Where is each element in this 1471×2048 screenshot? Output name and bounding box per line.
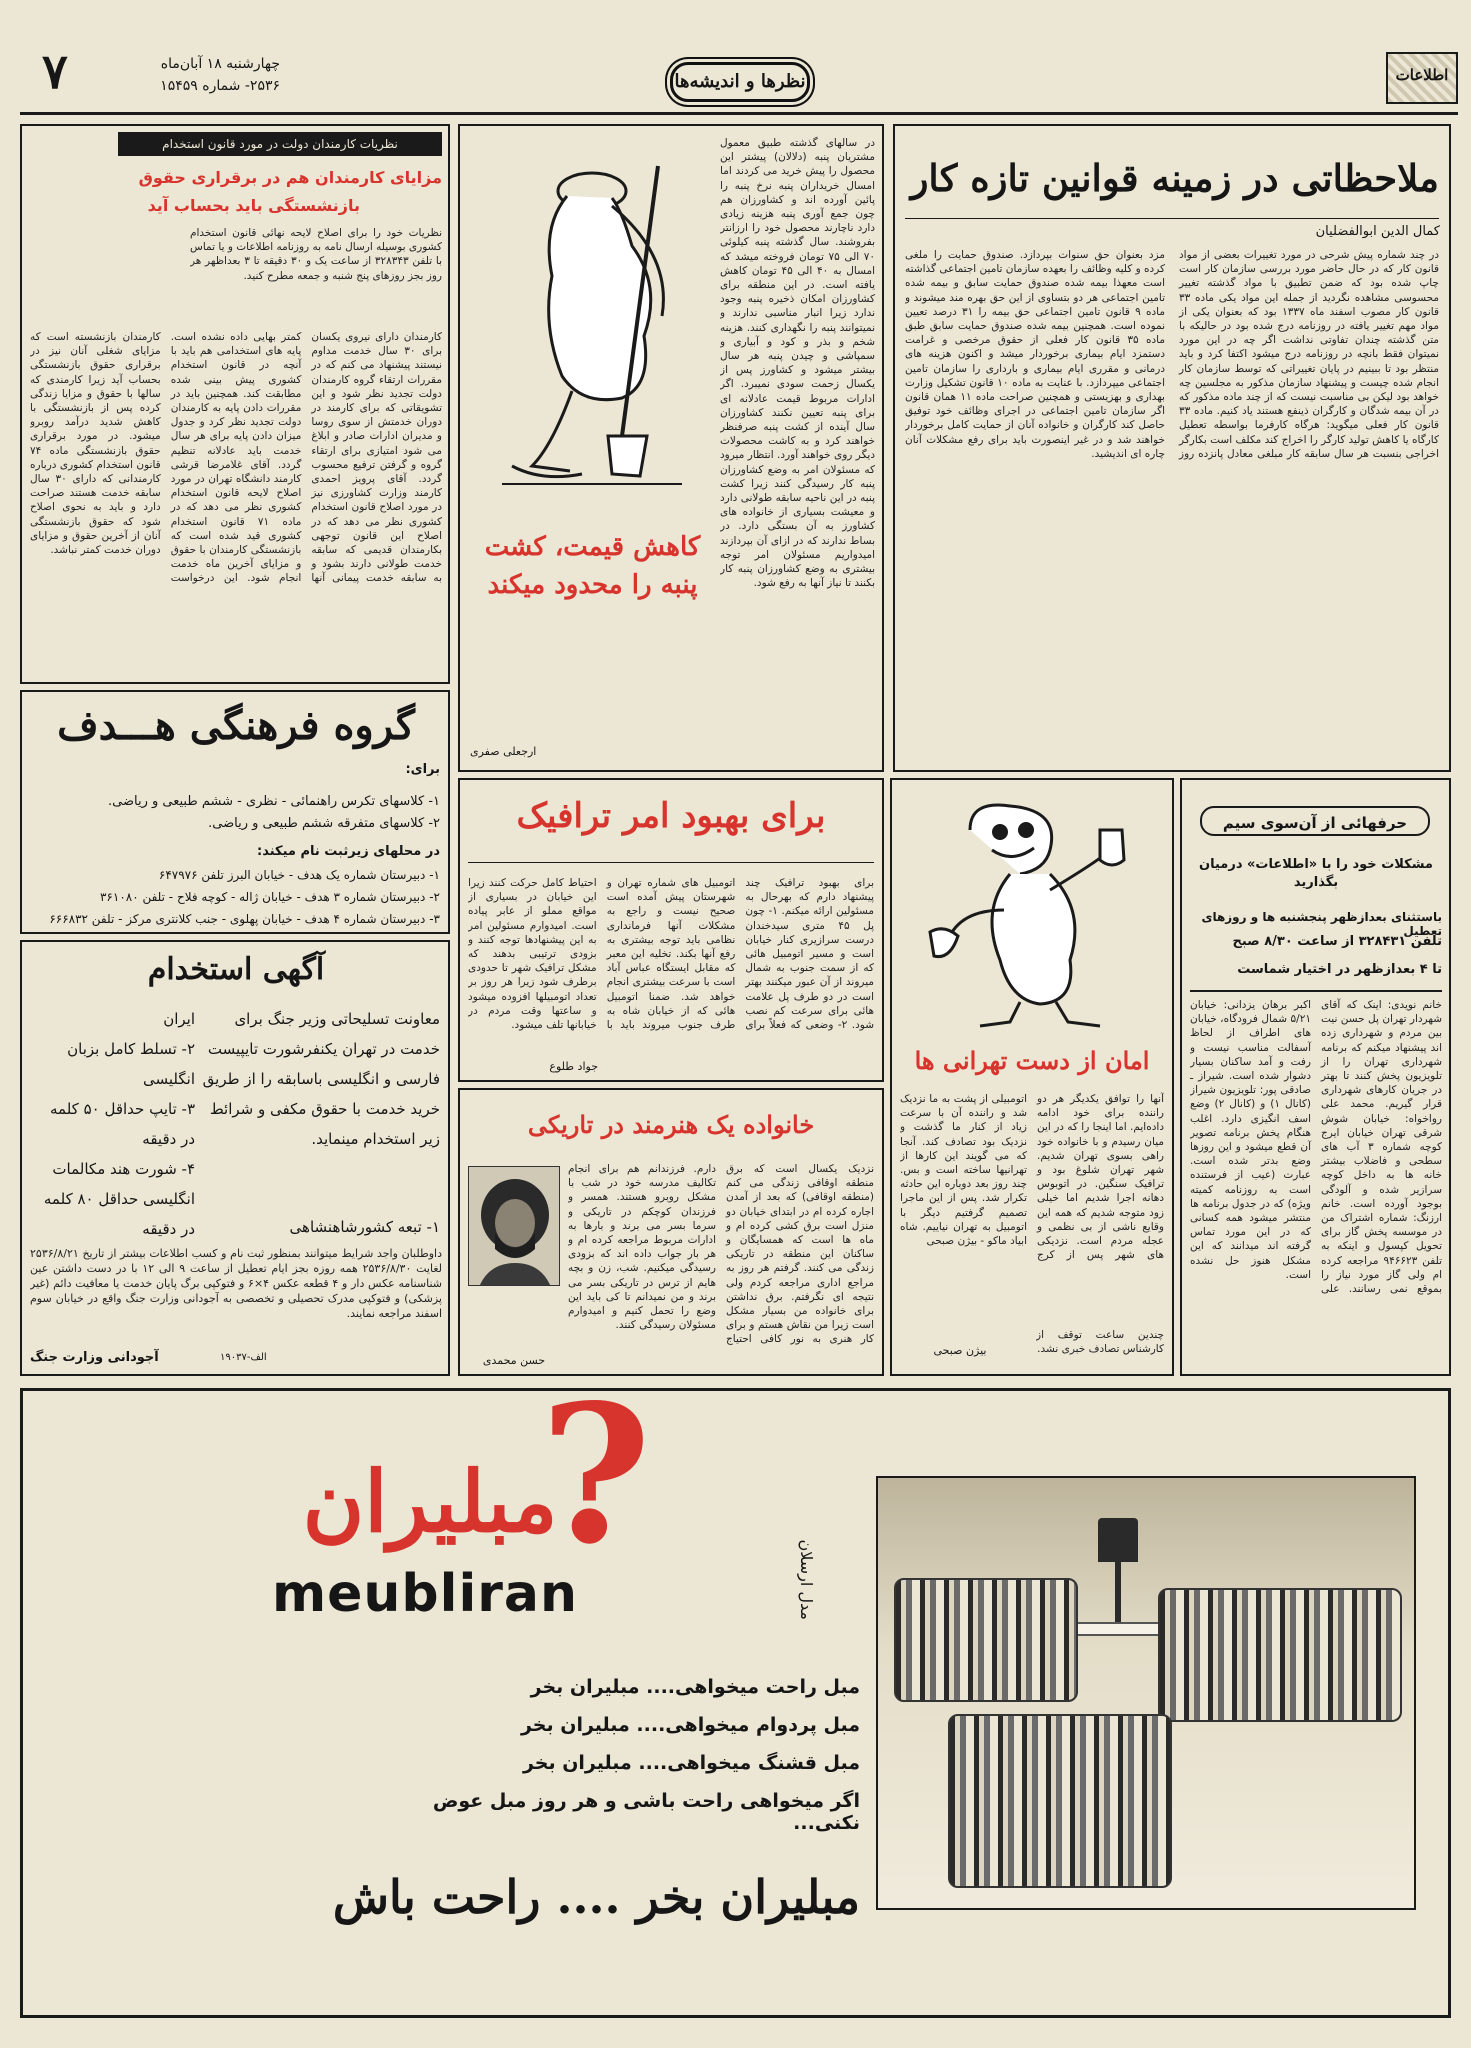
ad-hiring-req-7: در دقیقه xyxy=(142,1220,195,1238)
ad-hiring-req-6: انگلیسی حداقل ۸۰ کلمه xyxy=(43,1190,195,1208)
ad-hiring-req-4: در دقیقه xyxy=(142,1130,195,1148)
portrait-icon xyxy=(469,1167,560,1286)
ad-hadaf-schools-label: در محلهای زیرثبت نام میکند: xyxy=(257,844,440,859)
readers-box-phone-2: تا ۴ بعدازظهر در اختیار شماست xyxy=(1237,962,1442,977)
article-labor-title-rule xyxy=(905,218,1439,219)
ad-meubliran-line-2: مبل پردوام میخواهی.... مبلیران بخر xyxy=(520,1714,860,1736)
readers-box-body: خانم نویدی: اینک که آقای شهردار تهران پل حسن نیت بین مردم و شهرداری زده اند پیشنهاد میکنم که برنامه شهرداری تهران را از تلویزیون پخش کنند تا بهتر در جریان کارهای شهرداری قرار گیریم. محمد علی رواخواه: خیابان شوش شرقی تهران خیابان ایرج کوچه شماره ۳ آب های سطحی و فاضلاب بیشتر خانه ها به داخل کوچه سرازیر شده و آلودگی بوجود آورده است. خانم ارزنگ: شماره اشتراک من در موسسه پخش گاز برای تحویل کپسول و اینکه به تلفن ۹۴۶۶۲۳ مراجعه کرده ام ولی گاز مورد نیاز را بموقع نمی رسانند. علی اکبر برهان یزدانی: خیابان ۵/۲۱ شمال فرودگاه، خیابان های اطراف از لحاظ آسفالت مناسب نیست و رفت و آمد ساکنان بسیار دشوار شده است. شیراز ـ صادقی پور: تلویزیون شیراز (کانال ۱) و (کانال ۲) وضع اسف انگیزی دارد. اغلب هنگام پخش برنامه تصویر آن قطع میشود و این روزها وضع بدتر شده است. عبارت (عیب از فرستنده است به روزنامه کمیته ویژه) که در جدول برنامه ها منتشر میشود همه کسانی که در این مورد تماس گرفته اند میدانند که این مشکل هنوز حل نشده است. xyxy=(1190,999,1442,1296)
article-traffic-title: برای بهبود امر ترافیک xyxy=(516,796,826,836)
article-traffic-title-rule xyxy=(468,862,874,863)
ad-meubliran-line-3: مبل قشنگ میخواهی.... مبلیران بخر xyxy=(522,1752,860,1774)
page-number: ۷ xyxy=(42,44,68,100)
article-tehran-author: بیژن صبحی xyxy=(933,1344,987,1357)
readers-box-phone-1: تلفن ۳۲۸۴۳۱ از ساعت ۸/۳۰ صبح xyxy=(1232,934,1442,949)
ad-hiring-intro: معاونت تسلیحاتی وزیر جنگ برای خدمت در تهران یکنفرشورت تایپیست فارسی و انگلیسی باسابقه را از طریق خرید خدمت با حقوق مکفی و شرائط زیر استخدام مینماید. xyxy=(202,1010,440,1148)
article-art-photo xyxy=(468,1166,560,1286)
sofa-left xyxy=(894,1578,1078,1702)
masthead-logo-text: اطلاعات xyxy=(1395,66,1449,84)
article-labor-title: ملاحظاتی در زمینه قوانین تازه کار xyxy=(910,156,1439,200)
article-art-title: خانواده یک هنرمند در تاریکی xyxy=(527,1110,815,1139)
ad-hiring-req-2: ۲- تسلط کامل بزبان انگلیسی xyxy=(67,1040,195,1088)
monster-cartoon-icon xyxy=(900,790,1164,1040)
ad-meubliran-side-label: مدل ارسلان xyxy=(797,1539,816,1620)
article-art-author: حسن محمدی xyxy=(482,1354,546,1367)
article-labor-body: در چند شماره پیش شرحی در مورد تغییرات بعضی از مواد قانون کار که در حال حاضر مورد بررسی سازمان کار است چاپ شده بود که ضمن تطبیق با مواد گذشته تغییر محسوسی مشاهده نگردید از جمله این مواد یکی ماده ۳۳ قانون کار مصوب اسفند ماه ۱۳۳۷ بود که بعنوان یکی از مواد مهم تغییر یافته در روزنامه درج شده بود در حالیکه با متن گذشته چندان تفاوتی نداشت اگر چه در این مورد نمیتوان فقط بانچه در روزنامه درج میشود اکتفا کرد و باید منتظر بود تا ببینیم در پایان تغییراتی که توسط سازمان کار انجام شده چیست و پیشنهاد سازمان مذکور به مجلسین چه خواهد بود لیکن بی مناسبت نیست که از چند ماده مذکور که در آن بیمه شدگان و کارگران ذینفع هستند یاد کنیم. ماده ۳۳ قانون کار فعلی میگوید: هرگاه کارفرما بواسطه تعطیل کارگاه یا کاهش تولید کارگر را اخراج کند مکلف است بکارگر اخراجی بنسبت هر سال سابقه کار مبلغی معادل پانزده روز مزد بعنوان حق سنوات بپردازد. صندوق حمایت را ملغی کرده و کلیه وظائف را بعهده سازمان تامین اجتماعی گذاشته است معهذا بیمه شده صندوق حمایت سابق و بیمه شده تامین اجتماعی هر دو بتساوی از این حق بهره مند میشوند و ماده ۹ قانون تامین اجتماعی حق بیمه را ۳۱ درصد تعیین نموده است. همچنین بیمه شده صندوق حمایت سابق طبق ماده ۳۵ قانون کار فعلی از حقوق مرخصی و غرامت دستمزد ایام بیماری برخوردار میشد و اکنون هزینه های درمانی و مقرری ایام بیماری و بارداری را سازمان تامین اجتماعی میپردازد. با عنایت به ماده ۱۰ قانون تشکیل وزارت بهداری و بهزیستی و همچنین صراحت ماده ۱۱ همان قانون اگر سازمان تامین اجتماعی در اجرای وظائف خود توفیق حاصل کند کارگران و خانواده آنان از حمایت کامل برخوردار خواهند شد و در غیر اینصورت باید برای رفع مشکلات آنان چاره ای اندیشید. xyxy=(905,249,1439,460)
issue-line: ۲۵۳۶- شماره ۱۵۴۵۹ xyxy=(160,78,280,94)
article-traffic-body: برای بهبود ترافیک چند پیشنهاد دارم که بهرحال به مسئولین ارائه میکنم. ۱- چون پل ۴۵ متری سیدخندان درست سرازیری کنار خیابان است و مسیر اتومبیل هائی که از سمت جنوب به شمال میروند از آن عبور میکنند بهتر است در دو طرف پل علامت هائی برای سرعت کم نصب شود. ۲- وضعی که فعلاً برای اتومبیل های شماره تهران و شهرستان پیش آمده است صحیح نیست و راجع به مشکلات آنها فرمانداری نظامی باید توجه بیشتری به رفع آنها بکند. تخلیه این معبر که مقابل ایستگاه عباس آباد است با سرعت بیشتری انجام خواهد شد. ضمنا اتومبیل هائی که از خیابان شاه به طرف جنوب میروند باید با احتیاط کامل حرکت کنند زیرا این خیابان در بسیاری از مواقع مملو از عابر پیاده است. امیدوارم مسئولین امر به این پیشنهادها توجه کنند و بزودی ترتیبی بدهند که مشکل ترافیک شهر تا حدودی برطرف شود زیرا هر روز بر تعداد اتومبیلها افزوده میشود و ساعتها وقت مردم در خیابانها تلف میشود. xyxy=(468,877,874,1032)
ad-hadaf-school-3: ۳- دبیرستان شماره ۴ هدف - خیابان پهلوی - جنب کلانتری مرکز - تلفن ۶۶۶۸۳۲ xyxy=(49,912,440,926)
article-employees-intro: نظریات خود را برای اصلاح لایحه نهائی قانون استخدام کشوری بوسیله ارسال نامه به روزنامه اطلاعات و یا تماس با تلفن ۳۲۸۳۴۳ از ساعت یک و ۳۰ دقیقه تا ۳ بعداظهر هر روز بجز روزهای پنج شنبه و جمعه مطرح کنید. xyxy=(190,227,442,282)
ad-hadaf-item-1: ۱- کلاسهای تکرس راهنمائی - نظری - ششم طبیعی و ریاضی. xyxy=(108,794,440,809)
article-labor-author: کمال الدین ابوالفضلیان xyxy=(1315,224,1440,239)
article-traffic-author: جواد طلوع xyxy=(549,1060,598,1073)
ad-hadaf-item-2: ۲- کلاسهای متفرقه ششم طبیعی و ریاضی. xyxy=(208,816,440,831)
ad-meubliran-line-1: مبل راحت میخواهی.... مبلیران بخر xyxy=(530,1676,860,1698)
sofa-right xyxy=(1158,1588,1402,1722)
ad-meubliran-question-mark: ? xyxy=(540,1363,652,1586)
ad-hiring-sign: آجودانی وزارت جنگ xyxy=(30,1350,159,1365)
section-title: نظرها و اندیشه‌ها xyxy=(674,71,806,92)
armchair-front xyxy=(948,1714,1172,1888)
header-rule xyxy=(20,112,1458,115)
readers-box-subtitle: مشکلات خود را با «اطلاعات» درمیان بگذارید xyxy=(1199,857,1433,890)
ad-hiring-footer: داوطلبان واجد شرایط میتوانند بمنظور ثبت نام و کسب اطلاعات بیشتر از تاریخ ۲۵۳۶/۸/۲۱ لغایت ۲۵۳۶/۸/۳۰ همه روزه بجز ایام تعطیل از ساعت ۹ الی ۱۲ با در دست داشتن عین شناسنامه عکس دار و ۴ قطعه عکس ۴×۶ و فتوکپی برگ پایان خدمت یا معافیت دائم (غیر پزشکی) و فتوکپی مدرک تحصیلی و تخصصی به آجودانی وزارت جنگ واقع در خیابان سوم اسفند مراجعه نمایند. xyxy=(30,1247,442,1320)
ad-hiring-req-left xyxy=(30,1004,195,1244)
section-title-box xyxy=(670,62,810,102)
ad-hadaf-school-1: ۱- دبیرستان شماره یک هدف - خیابان البرز تلفن ۶۴۷۹۷۶ xyxy=(158,868,440,882)
ad-meubliran-photo xyxy=(876,1476,1416,1910)
article-employees-title-1: مزایای کارمندان هم در برقراری حقوق xyxy=(138,168,442,187)
article-employees-body: کارمندان دارای نیروی یکسان برای ۳۰ سال خدمت مداوم نیستند پیشنهاد می کنم که در مقررات ارتقاء گروه کارمندان دولت تجدید نظر شود و این تشویقاتی که برای کارمند در دوران خدمتش از سوی روسا و مدیران ادارات صادر و ابلاغ می شود امتیازی برای ارتقاء گروه و گرفتن ترفیع محسوب گردد. آقای پرویز احمدی کارمند وزارت کشاورزی نیز در مورد اصلاح قانون استخدام کشوری نظر می دهد که در اصلاح این قانون توجهی بکارمندان قدیمی که سابقه خدمت طولانی دارند بشود و به سابقه خدمت پیمانی آنها کمتر بهایی داده نشده است. پایه های استخدامی هم باید با آنچه در قانون استخدام کشوری پیش بینی شده مطابقت کند. همچنین باید در مقررات دادن پایه به کارمندان دولت تجدید نظر کرد و جدول میزان دادن پایه برای هر سال خدمت باید عادلانه تنظیم گردد. آقای غلامرضا قرشی کارمند دانشگاه تهران در مورد اصلاح لایحه قانون استخدام کشوری نظر می دهد که در ماده ۷۱ قانون استخدام کشوری قید شده است که بازنشستگی کارمندان با حقوق و مزایای آخرین ماه خدمت انجام شود. این درخواست کارمندان بازنشسته است که مزایای شغلی آنان نیز در برقراری حقوق بازنشستگی بحساب آید زیرا کارمندی که سالها با حقوق و مزایا زندگی کرده پس از بازنشستگی با کاهش شدید درآمد روبرو میشود. در مورد برقراری حقوق بازنشستگی ماده ۷۴ قانون استخدام کشوری درباره کارمندانی که دارای ۳۰ سال سابقه خدمت هستند صراحت دارد و باید به نحوی اصلاح شود که حقوق بازنشستگی آنان از آخرین حقوق و مزایای دوران خدمت کمتر نباشد. xyxy=(30,331,442,585)
article-art-body: نزدیک یکسال است که برق منطقه اوقافی زندگی می کنم (منطقه اوقافی) که بعد از آمدن اجاره کرده ام در ابتدای خیابان دو منزل است برق کشی کرده ام و ماه ها است که همسایگان و ساکنان این منطقه در تاریکی زندگی می کنند. گرفتم هر روز به مراجع اداری مراجعه کردم ولی نتیجه ای نگرفتم. برق نداشتن برای خانواده من بسیار مشکل است زیرا من نقاش هستم و برای کار هنری به نور کافی احتیاج دارم. فرزندانم هم برای انجام تکالیف مدرسه خود در شب با مشکل روبرو هستند. همسر و فرزندان کوچکم در تاریکی و سرما بسر می برند و بارها به ادارات مربوط مراجعه کرده ام و هر بار جواب داده اند که بزودی رسیدگی میکنیم. شب، زن و بچه هایم از ترس در تاریکی بسر می برند و من نمیدانم تا کی باید این وضع را تحمل کنیم و امیدوارم مسئولان رسیدگی کنند. xyxy=(568,1163,874,1346)
readers-box-hours: باستثنای بعدازظهر پنجشنبه ها و روزهای تعطیل xyxy=(1201,910,1442,938)
man-digging-icon xyxy=(472,136,712,526)
article-cotton-title-1: کاهش قیمت، کشت xyxy=(484,532,701,562)
ad-meubliran-line-4: اگر میخواهی راحت باشی و هر روز مبل عوض نکنی... xyxy=(432,1790,860,1834)
article-employees-title-2: بازنشستگی باید بحساب آید xyxy=(147,196,360,215)
article-cotton-illustration xyxy=(472,136,712,526)
article-cotton-title-2: پنبه را محدود میکند xyxy=(487,570,698,600)
article-cotton-author: ارجعلی صفری xyxy=(470,745,537,758)
article-cotton-body: در سالهای گذشته طبیق معمول مشتریان پنبه (دلالان) پیشتر این محصول را پیش خرید می کردند اما امسال خریداران پنبه نرخ پنبه را پائین آورده اند و کشاورزان هم چون جمع آوری پنبه هزینه زیادی دارد ناچارند محصول خود را ارزانتر بفروشند. سال گذشته پنبه کیلوئی ۷۰ الی ۷۵ تومان فروخته میشد که امسال به ۴۰ الی ۴۵ تومان کاهش یافته است. در این منطقه برای کشاورزان امکان ذخیره پنبه وجود ندارد زیرا انبار مناسبی ندارند و نمیتوانند پنبه را نگهداری کنند. هزینه شخم و بذر و کود و آبیاری و سمپاشی و چیدن پنبه هر سال بیشتر میشود و کشاورز پس از یکسال زحمت سودی نمیبرد. اگر ادارات مربوط قیمت عادلانه ای برای پنبه تعیین نکنند کشاورزان سال آینده از کشت پنبه صرفنظر خواهند کرد و به کاشت محصولات دیگر روی خواهند آورد. انتظار میرود که مسئولان امر به وضع کشاورزان پنبه کار رسیدگی کنند زیرا کشت پنبه در این ناحیه سابقه طولانی دارد و معیشت بسیاری از خانواده های کشاورز به آن بستگی دارد. در بساط ندارند که در ازای آن بپردازند امیدواریم مسئولان امر توجه بیشتری به وضع کشاورزان پنبه کار بکنند تا نیاز آنها به رفع شود. xyxy=(720,137,875,590)
ad-hadaf-school-2: ۲- دبیرستان شماره ۳ هدف - خیابان ژاله - کوچه فلاح - تلفن ۳۶۱۰۸۰ xyxy=(99,890,440,904)
article-employees-kicker: نظریات کارمندان دولت در مورد قانون استخدام xyxy=(118,132,442,156)
ad-hadaf-for: برای: xyxy=(405,762,440,777)
ad-hiring-req-3: ۳- تایپ حداقل ۵۰ کلمه xyxy=(50,1100,195,1118)
lamp-icon xyxy=(1098,1518,1138,1562)
ad-hadaf-title: گروه فرهنگی هـــدف xyxy=(57,702,415,749)
ad-hiring-code: الف-۱۹۰۳۷ xyxy=(220,1352,267,1363)
article-tehran-body: آنها را توافق یکدیگر هر دو راننده برای خود ادامه داده‌ایم. اما اینجا را که در این میان رسیدم و با خانواده خود راهی بسوی تهران شدیم. شهر تهران شلوغ بود و ترافیک سنگین. در اتوبوس دهانه اجرا شدیم اما خیلی زود متوجه شدیم که همه این وقایع ناشی از بی نظمی و عجله مردم است. نزدیکی های شهر پس از کرج اتومبیلی از پشت به ما نزدیک شد و راننده آن با سرعت زیاد از کنار ما گذشت و نزدیک بود تصادف کند. آنجا که می گویند این کارها از تهرانیها ساخته است و بس. چند روز بعد دوباره این حادثه تکرار شد. پس از این ماجرا تصمیم گرفتیم دیگر با اتومبیل به تهران نیاییم. شاه ابیاد ماکو - بیژن صبحی xyxy=(900,1093,1164,1262)
ad-hiring-req-1: ایران xyxy=(163,1010,195,1028)
ad-meubliran-slogan: مبلیران بخر .... راحت باش xyxy=(332,1870,860,1924)
ad-meubliran-brand-latin: meubliran xyxy=(271,1564,579,1624)
ad-hiring-req-right: ۱- تبعه کشورشاهنشاهی xyxy=(289,1218,440,1236)
date-line: چهارشنبه ۱۸ آبان‌ماه xyxy=(160,56,280,72)
readers-box-title: حرفهائی از آن‌سوی سیم xyxy=(1200,806,1430,836)
article-tehran-sub: چندین ساعت توقف از کارشناس تصادف خبری نشد. xyxy=(1036,1329,1164,1356)
ad-hiring-title: آگهی استخدام xyxy=(147,952,325,987)
article-tehran-illustration xyxy=(900,790,1164,1040)
article-tehran-title: امان از دست تهرانی ها xyxy=(914,1046,1150,1075)
lamp-stand xyxy=(1115,1562,1121,1622)
masthead-logo xyxy=(1386,52,1458,104)
ad-hiring-req-5: ۴- شورت هند مکالمات xyxy=(52,1160,195,1178)
ad-meubliran-brand-fa: مبلیران xyxy=(302,1452,558,1551)
readers-box-rule xyxy=(1190,990,1442,992)
